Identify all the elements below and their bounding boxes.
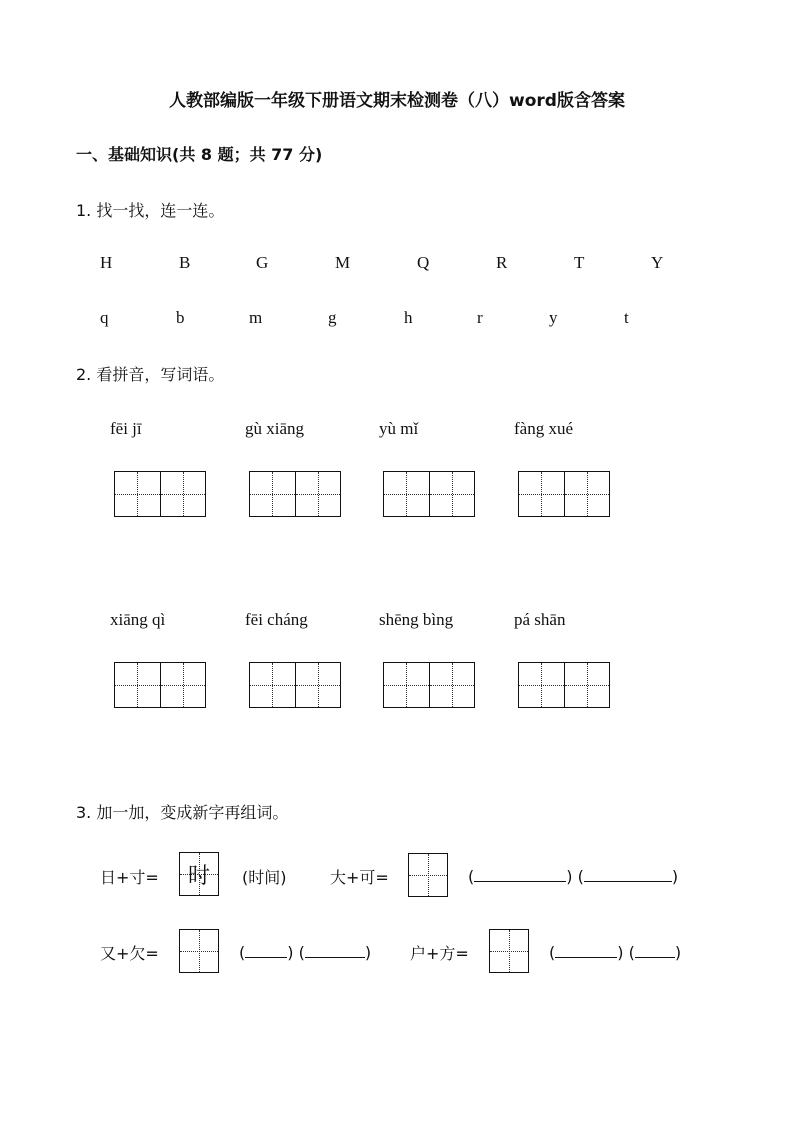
word-blank-pair[interactable]: ( ) ( ) bbox=[239, 943, 372, 962]
question-2-prompt: 2. 看拼音，写词语。 bbox=[76, 365, 225, 384]
addition-expression: 户+方= bbox=[410, 944, 469, 963]
writing-grid[interactable] bbox=[249, 471, 341, 517]
word-blank-pair[interactable]: ( ) ( ) bbox=[549, 943, 682, 962]
writing-grid[interactable] bbox=[518, 471, 610, 517]
answer-char-box[interactable] bbox=[408, 853, 448, 897]
letter-lower[interactable]: b bbox=[176, 308, 185, 327]
question-1-prompt: 1. 找一找，连一连。 bbox=[76, 201, 225, 220]
pinyin-label: fēi cháng bbox=[245, 610, 308, 629]
word-blank-pair[interactable]: ( ) ( ) bbox=[468, 867, 679, 886]
word-answer: (时间) bbox=[242, 868, 287, 887]
letter-upper[interactable]: R bbox=[496, 253, 508, 272]
pinyin-label: fàng xué bbox=[514, 419, 574, 438]
pinyin-label: yù mǐ bbox=[379, 419, 419, 438]
letter-upper[interactable]: M bbox=[335, 253, 351, 272]
addition-expression: 日+寸= bbox=[100, 868, 159, 887]
letter-lower[interactable]: h bbox=[404, 308, 413, 327]
pinyin-label: gù xiāng bbox=[245, 419, 305, 438]
letter-lower[interactable]: g bbox=[328, 308, 337, 327]
writing-grid[interactable] bbox=[114, 471, 206, 517]
addition-expression: 又+欠= bbox=[100, 944, 159, 963]
answer-char: 时 bbox=[187, 863, 210, 889]
addition-expression: 大+可= bbox=[330, 868, 389, 887]
letter-upper[interactable]: B bbox=[179, 253, 191, 272]
pinyin-label: xiāng qì bbox=[110, 610, 166, 629]
answer-char-box[interactable] bbox=[179, 929, 219, 973]
writing-grid[interactable] bbox=[518, 662, 610, 708]
writing-grid[interactable] bbox=[383, 471, 475, 517]
writing-grid[interactable] bbox=[114, 662, 206, 708]
writing-grid[interactable] bbox=[249, 662, 341, 708]
answer-char-box[interactable] bbox=[489, 929, 529, 973]
section-heading: 一、基础知识(共 8 题；共 77 分) bbox=[76, 145, 323, 164]
letter-lower[interactable]: q bbox=[100, 308, 109, 327]
letter-upper[interactable]: Q bbox=[417, 253, 430, 272]
letter-lower[interactable]: y bbox=[549, 308, 558, 327]
page-title: 人教部编版一年级下册语文期末检测卷（八）word版含答案 bbox=[169, 91, 625, 111]
letter-upper[interactable]: Y bbox=[651, 253, 664, 272]
pinyin-label: pá shān bbox=[514, 610, 566, 629]
letter-upper[interactable]: H bbox=[100, 253, 113, 272]
question-3-prompt: 3. 加一加，变成新字再组词。 bbox=[76, 803, 289, 822]
answer-char-box[interactable] bbox=[179, 852, 219, 896]
letter-upper[interactable]: T bbox=[574, 253, 585, 272]
letter-lower[interactable]: r bbox=[477, 308, 483, 327]
pinyin-label: fēi jī bbox=[110, 419, 142, 438]
pinyin-label: shēng bìng bbox=[379, 610, 454, 629]
writing-grid[interactable] bbox=[383, 662, 475, 708]
letter-lower[interactable]: t bbox=[624, 308, 629, 327]
letter-lower[interactable]: m bbox=[249, 308, 263, 327]
letter-upper[interactable]: G bbox=[256, 253, 269, 272]
